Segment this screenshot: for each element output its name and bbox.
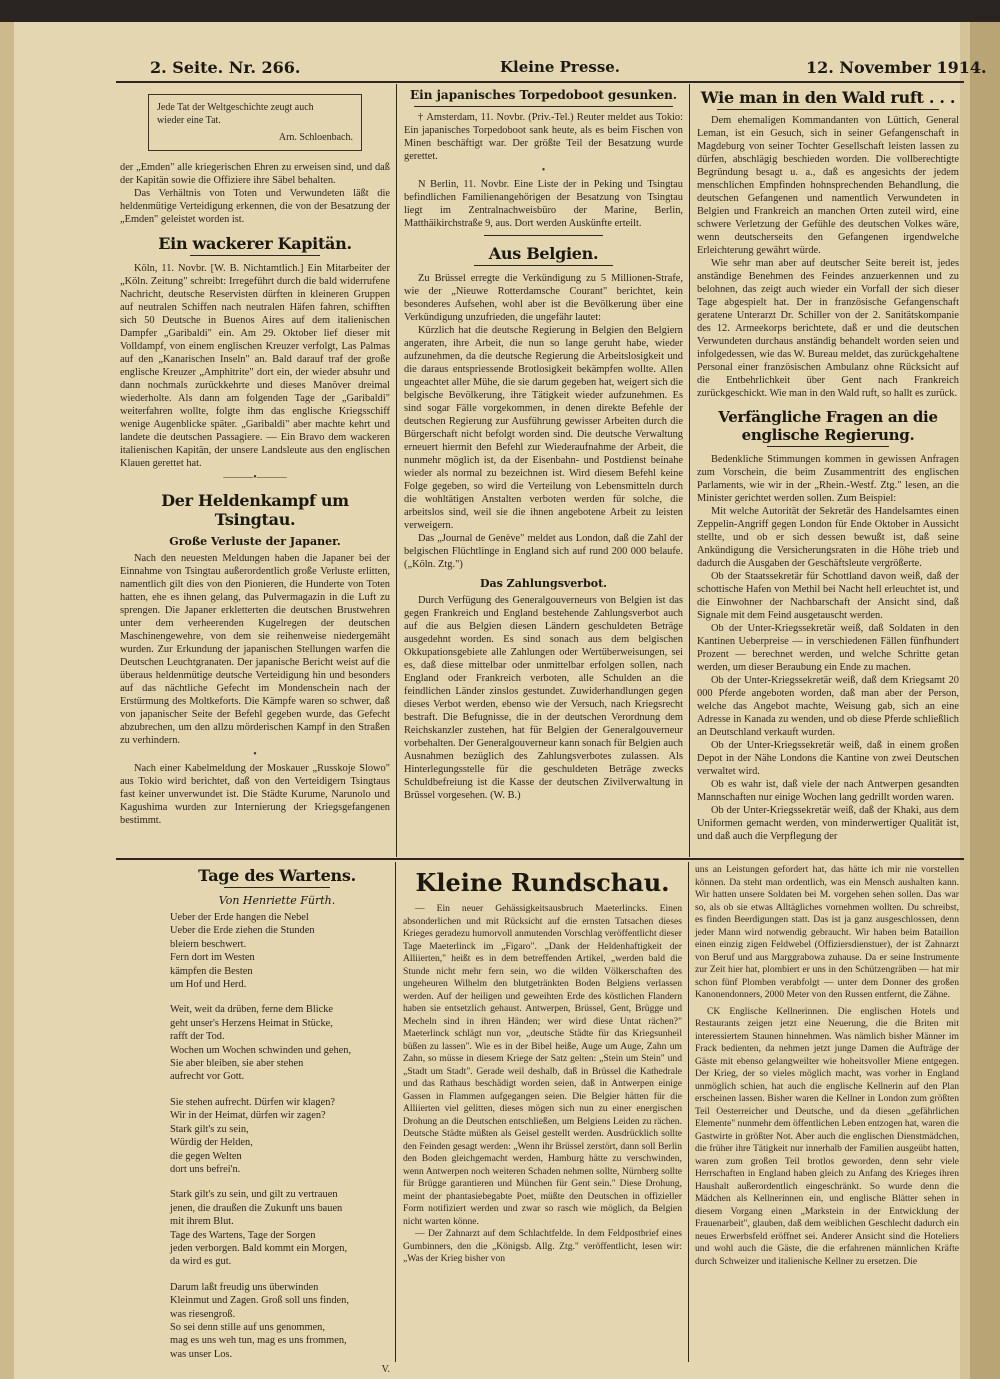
poem-line: Wochen um Wochen schwinden und gehen, [170, 1044, 352, 1056]
article-text: der „Emden" alle kriegerischen Ehren zu erweisen sind, und daß der Kapitän sowie die Offiziere ihre Säbel behalten. [120, 162, 390, 186]
headline-underline [767, 446, 889, 447]
article-text: Bedenkliche Stimmungen kommen in gewissen Anfragen zum Vorschein, die beim Zusammentritt des englischen Parlaments, wie wir in der „Rhein.-Westf. Ztg." lesen, an die Minister gerichtet werden sollen. Zum Beispiel: [697, 454, 959, 504]
headline-tsingtau: Der Heldenkampf um Tsingtau. [161, 491, 349, 529]
article-text: Ob es wahr ist, daß viele der nach Antwerpen gesandten Mannschaften nur einige Wochen lang gedrillt worden waren. [697, 779, 959, 803]
poem-line: was unser Los. [170, 1348, 233, 1360]
rundschau-column [403, 864, 682, 1350]
headline-fragen: Verfängliche Fragen an die englische Regierung. [718, 408, 938, 444]
section-ornament: • [541, 165, 546, 176]
poem-line: aufrecht vor Gott. [170, 1071, 245, 1083]
poem-line: um Hof und Herd. [170, 979, 247, 991]
section-ornament: ———•——— [223, 472, 287, 483]
poem-line: Sie aber bleiben, sie aber stehen [170, 1058, 304, 1070]
article-text: Mit welche Autorität der Sekretär des Handelsamtes einen Zeppelin-Angriff gegen London für Ende Oktober in Aussicht stellte, und ob er sich dessen bewußt ist, daß seine Ankündigung die Versicherungsraten in die Höhe trieb und dadurch die Ausgaben der Geschäftsleute vergrößerte. [697, 506, 959, 569]
article-text: Das „Journal de Genève" meldet aus London, daß die Zahl der belgischen Flüchtlinge in England sich auf rund 200 000 belaufe. („Köln. Ztg.") [404, 533, 683, 570]
article-text: Nach einer Kabelmeldung der Moskauer „Russkoje Slowo" aus Tokio wird berichtet, daß von den Verteidigern Tsingtaus fast keiner unverwundet ist. Die Städte Kurume, Narunolo und Kagushima wurden zur Internierung der Kriegsgefangenen bestimmt. [120, 763, 390, 826]
page-left-edge [0, 22, 14, 1379]
article-text: CK Englische Kellnerinnen. Die englischen Hotels und Restaurants zeigen jetzt eine Neuerung, die die Briten mit interessiertem Staunen hinnehmen. Was nämlich bisher Männer im Frack bedienten, da nehmen jetzt junge Damen die Aufträge der Gäste mit ebenso gelangweilter wie hoheitsvoller Miene entgegen. Der Krieg, der so vieles möglich macht, was vorher in England unmöglich schien, hat auch die englische Kellnerin auf den Plan erscheinen lassen. Bisher waren die Kellner in London zum größten Teil Oesterreicher und Deutsche, und da diesen „gefährlichen Elemente" nunmehr dem öffentlichen Leben entzogen hat, waren die Gastwirte in größter Not. Aber auch die englischen Dienstmädchen, die früher ihre Tätigkeit nur innerhalb der Familien ausgeübt hatten, waren zum großen Teil brotlos geworden, denn sehr viele Herrschaften in England haben gleich zu Anfang des Krieges ihren Haushalt außerordentlich eingeschränkt. So wurde denn die Mädchen als Kellnerinnen ein, und englische Blätter sehen in diesem Vorgang einen „Markstein in der Entwicklung der Frauenarbeit", glauben, daß dem weiblichen Geschlecht dadurch ein neues Erwerbsfeld eröffnet sei. Anderer Ansicht sind die Hoteliers und wohl auch die Gäste, die die erfahrenen männlichen Kräfte durch Schweizer und italienische Kellner zu ersetzen. Die [695, 1005, 959, 1267]
poem-line: geht unser's Herzens Heimat in Stücke, [170, 1017, 333, 1029]
column-divider-1 [396, 84, 397, 857]
page-fold [960, 22, 970, 1379]
poem-line: dort uns befrei'n. [170, 1163, 241, 1175]
article-text: Ob der Unter-Kriegssekretär weiß, daß der Khaki, aus dem Uniformen gemacht werden, von minderwertiger Qualität ist, und daß auch die Verpflegung der [697, 805, 959, 842]
motto-author: Arn. Schloenbach. [278, 132, 353, 143]
article-text: — Der Zahnarzt auf dem Schlachtfelde. In dem Feldpostbrief eines Gumbinners, den die „Königsb. Allg. Ztg." veröffentlicht, lesen wir: „Was der Krieg bisher von [403, 1228, 682, 1264]
poem-line: Kleinmut und Zagen. Groß soll uns finden, [170, 1295, 349, 1307]
headline-wald: Wie man in den Wald ruft . . . [700, 88, 956, 107]
poem-line: da wird es gut. [170, 1256, 232, 1268]
poem-line: Ueber die Erde ziehen die Stunden [170, 925, 315, 937]
poem-author: Von Henriette Fürth. [218, 894, 336, 907]
motto-line: Jede Tat der Weltgeschichte zeugt auch [157, 102, 314, 113]
column-3 [697, 86, 959, 855]
column-1 [120, 90, 390, 855]
poem-line: So sei denn stille auf uns genommen, [170, 1321, 325, 1333]
headline-underline [224, 887, 330, 888]
headline-kapitaen: Ein wackerer Kapitän. [158, 234, 352, 253]
subheadline: Das Zahlungsverbot. [479, 577, 608, 590]
poem-line: Ueber der Erde hangen die Nebel [170, 912, 309, 923]
article-text: Kürzlich hat die deutsche Regierung in Belgien den Belgiern angeraten, ihre Arbeit, die nun so lange geruht habe, wieder aufzunehmen, da die deutsche Regierung die Arbeitslosigkeit und die daraus entspriessende Brotlosigkeit bekämpfen wollte. Allen ungeachtet aller Mühe, die sie darum gegeben hat, weigert sich die belgische Bevölkerung, ihre Tätigkeit wieder aufzunehmen. Es sind sogar Fälle vorgekommen, in denen direkte Befehle der deutschen Regierung zur Ausführung gewisser Arbeiten durch die Bürgerschaft nicht befolgt worden sind. Die deutsche Verwaltung erneuert hiermit den Befehl zur Wiederaufnahme der Arbeit, die nunmehr möglich ist, da der Eisenbahn- und Postdienst beinahe wieder als normal zu bezeichnen ist. Wird diesem Befehl keine Folge gegeben, so wird die Verteilung von Lebensmitteln durch die wohltätigen Anstalten verboten werden für solche, die arbeitslos sind, weil sie die ihnen angebotene Arbeit zu leisten verweigern. [404, 325, 683, 531]
header-rule [116, 81, 964, 83]
article-text: Dem ehemaligen Kommandanten von Lüttich, General Leman, ist ein Gesuch, sich in seiner Gefangenschaft in Magdeburg von seiner Tochter Gesellschaft leisten lassen zu dürfen, abschlägig beschieden worden. Die vollberechtigte Begründung besagt u. a., daß es angesichts der jedem menschlichen Empfinden hohnsprechenden Behandlung, die deutschen Gefangenen und namentlich Verwundeten in Belgien und Frankreich an manchen Orten zuteil wird, eine schwere Verletzung der Gefühle des deutschen Volkes wäre, wenn deutscherseits den Gefangenen irgendwelche Erleichterung gewährt würde. [697, 115, 959, 256]
poem-signature: V. [381, 1364, 390, 1376]
headline-belgien: Aus Belgien. [488, 244, 599, 263]
headline-torpedoboot: Ein japanisches Torpedoboot gesunken. [409, 88, 678, 102]
article-text: Ob der Staatssekretär für Schottland davon weiß, daß der schottische Hafen von Methil bei Nacht hell erleuchtet ist, und die Einwohner der Nachbarschaft der Ansicht sind, daß Signale mit dem Feind ausgetauscht werden. [697, 571, 959, 621]
poem-line: Stark gilt's zu sein, und gilt zu vertrauen [170, 1189, 338, 1201]
poem-line: bleiern beschwert. [170, 938, 247, 950]
headline-underline [190, 255, 320, 256]
poem-line: kämpfen die Besten [170, 965, 253, 977]
poem-line: jeden verborgen. Bald kommt ein Morgen, [170, 1242, 348, 1254]
rundschau-title: Kleine Rundschau. [415, 868, 670, 897]
article-text: Ob der Unter-Kriegssekretär weiß, daß in einem großen Depot in der Nähe Londons die Kantine von zwei Deutschen verwaltet wird. [697, 740, 959, 777]
poem-line: mag es uns weh tun, mag es uns frommen, [170, 1335, 347, 1347]
article-text: Ob der Unter-Kriegssekretär weiß, daß Soldaten in den Kantinen Ueberpreise — in verschiedenen Fällen fünfhundert Prozent — berechnet werden, und welche Schritte getan werden, um dieser Beraubung ein Ende zu machen. [697, 623, 959, 673]
poem-line: die gegen Welten [170, 1150, 242, 1162]
page-number: 2. Seite. Nr. 266. [150, 58, 301, 77]
article-text: Wie sehr man aber auf deutscher Seite bereit ist, jedes anständige Benehmen des Feindes anzuerkennen und zu belohnen, das zeigt auch wieder ein Vorfall der sich dieser Tage abgespielt hat. Der in französische Gefangenschaft geratene Unterarzt Dr. Schiller von der 2. Sanitätskompanie des 12. Armeekorps berichtete, daß er und die deutschen Verwundeten durchaus anständig behandelt worden seien und infolgedessen, wie das W. Bureau meldet, das zurückgehaltene Personal einer französischen Ambulanz ohne Rücksicht auf die Entbehrlichkeit über Gent nach Frankreich zurückgeschickt. Wie man in den Wald ruft, so hallt es zurück. [697, 258, 959, 399]
column-divider-2 [689, 84, 690, 857]
poem-line: Darum laßt freudig uns überwinden [170, 1281, 319, 1293]
issue-date: 12. November 1914. [806, 58, 987, 77]
column-divider-4 [688, 862, 689, 1362]
poem-line: rafft der Tod. [170, 1031, 225, 1043]
column-4 [695, 864, 959, 1350]
article-text: Ob der Unter-Kriegssekretär weiß, daß dem Kriegsamt 20 000 Pferde angeboten worden, daß man aber der Person, welche das Angebot machte, Weisung gab, sich an eine Adresse in Kanada zu wenden, und ob diese Pferde schließlich an Deutschland verkauft wurden. [697, 675, 959, 738]
headline-underline [414, 106, 673, 107]
poem-body [164, 911, 390, 1377]
article-text: † Amsterdam, 11. Novbr. (Priv.-Tel.) Reuter meldet aus Tokio: Ein japanisches Torpedoboot sank heute, als es beim Fischen von Minen beschäftigt war. Der größte Teil der Besatzung wurde gerettet. [404, 112, 683, 162]
motto-line: wieder eine Tat. [157, 115, 221, 126]
article-text: Durch Verfügung des Generalgouverneurs von Belgien ist das gegen Frankreich und England bestehende Zahlungsverbot auch auf die aus Belgien diesen Ländern geschuldeten Beträge ausgedehnt worden. Es sind sonach aus dem belgischen Okkupationsgebiete alle Zahlungen oder Wertüberweisungen, sei es, daß diese mittelbar oder unmittelbar erfolgen sollen, nach England oder Frankreich verboten, alle Schulden an die feindlichen Länder zinslos gestundet. Zuwiderhandlungen gegen dieses Verbot werden, ebenso wie der Versuch, nach Kriegsrecht bestraft. Die Befugnisse, die in der deutschen Verordnung dem Reichskanzler zustehen, hat für Belgien der Generalgouverneur vorbehalten. Der Generalgouverneur kann sonach für Belgien auch Ausnahmen bezüglich des Zahlungsverbotes zulassen. Als Hinterlegungsstelle für die geschuldeten Beträge zwecks Schuldbefreiung ist die Kasse der deutschen Zivilverwaltung in Brüssel vorgesehen. (W. B.) [404, 595, 683, 801]
section-rule [116, 858, 964, 860]
article-text: Nach den neuesten Meldungen haben die Japaner bei der Einnahme von Tsingtau außerordentlich große Verluste erlitten, namentlich gilt dies von den Pionieren, die Hunderte von Toten hatten, ehe es ihnen gelang, das Pulvermagazin in die Luft zu sprengen. Die Japaner erkletterten die deutschen Brustwehren unter dem verheerenden Kugelregen der deutschen Maschinengewehre, von dem sie reihenweise niedergemäht wurden. Zur Erkundung der japanischen Stellungen warfen die Deutschen Leuchtgranaten. Der japanische Bericht weist auf die überaus heldenmütige deutsche Verteidigung hin und besonders auf das nächtliche Gefecht im Mondenschein nach der Erstürmung des Moltkeforts. Die Kämpfe waren so schwer, daß von japanischer Seite der Befehl gegeben wurde, das Gefecht abzubrechen, um den allzu mörderischen Kampf in den Straßen zu verhindern. [120, 553, 390, 746]
page-right-edge [970, 22, 1000, 1379]
poem-line: Weit, weit da drüben, ferne dem Blicke [170, 1004, 334, 1016]
poem-line: was riesengroß. [170, 1308, 236, 1320]
poem-column [164, 866, 390, 1376]
article-text: Köln, 11. Novbr. [W. B. Nichtamtlich.] Ein Mitarbeiter der „Köln. Zeitung" schreibt: Irregeführt durch die bald widerrufene Nachricht, deutsche Reservisten dürften in kleineren Gruppen auf neutralen Schiffen nach neutralen Häfen fahren, schifften sich 50 Deutsche in Buenos Aires auf dem italienischen Dampfer „Garibaldi" ein. Am 29. Oktober lief dieser mit Volldampf, von einem englischen Kreuzer verfolgt, Las Palmas auf den „Kanarischen Inseln" an. Bald darauf traf der große englische Kreuzer „Amphitrite" dort ein, der wieder absuhr und dann nochmals zurückkehrte und dieses Manöver dreimal wiederholte. Als dann am folgenden Tage der „Garibaldi" weiterfahren wollte, folgte ihm das englische Kriegsschiff wenige Augenblicke später. „Garibaldi" aber machte kehrt und landete die deutschen Passagiere. — Ein Bravo dem wackeren italienischen Kapitän, der unsere Landsleute aus den englischen Klauen gerettet hat. [120, 263, 390, 469]
motto-box [148, 94, 362, 151]
poem-line: jenen, die draußen die Zukunft uns bauen [170, 1202, 343, 1214]
poem-title: Tage des Wartens. [198, 866, 356, 885]
article-text: uns an Leistungen gefordert hat, das hätte ich mir nie vorstellen können. Da steht man ordentlich, was ein Mensch aushalten kann. Wir hatten unsere Soldaten bei M. vorgehen sehen sollen. Das war so, als ob sie etwas Alltägliches vornehmen wollten. Du schreibst, es finden Beerdigungen statt. Das ist ja ganz ausgeschlossen, denn jeder Mann wird notwendig gebraucht. Wir haben beim Bataillon einen einzig zigen Feldwebel (Offiziersdienstuer), der ist Zahnarzt von Beruf und aus Marggrabowa zuhause. Da er seine Instrumente zur Zeit hier hat, plombiert er uns in den Schützengräben — hat mir schon fünf Plomben verabfolgt — unter dem Donner des großen Kanonendonners, 2000 Meter von den Russen entfernt, die Zähne. [695, 864, 959, 1000]
article-text: N Berlin, 11. Novbr. Eine Liste der in Peking und Tsingtau befindlichen Familienangehörigen der Besatzung von Tsingtau liegt im Zentralnachweisbüro der Marine, Berlin, Matthäikirchstraße 9, aus. Dort werden Auskünfte erteilt. [404, 179, 683, 229]
poem-line: Würdig der Helden, [170, 1137, 253, 1149]
masthead-title: Kleine Presse. [500, 58, 621, 76]
article-text: Zu Brüssel erregte die Verkündigung zu 5 Millionen-Strafe, wie der „Nieuwe Rotterdamsche Courant" berichtet, kein besonderes Aufsehen, wohl aber ist die Bevölkerung über eine Verkündigung unzufrieden, die ungefähr lautet: [404, 273, 683, 323]
headline-underline [474, 265, 613, 266]
subheadline: Große Verluste der Japaner. [169, 535, 341, 548]
article-text: Das Verhältnis von Toten und Verwundeten läßt die heldenmütige Verteidigung erkennen, die von der Besatzung der „Emden" geleistet worden ist. [120, 188, 390, 225]
poem-line: Sie stehen aufrecht. Dürfen wir klagen? [170, 1096, 336, 1108]
poem-line: Fern dort im Westen [170, 952, 255, 964]
poem-line: Stark gilt's zu sein, [170, 1123, 249, 1135]
poem-line: Tage des Wartens, Tage der Sorgen [170, 1229, 316, 1241]
column-divider-3 [395, 862, 396, 1362]
column-2 [404, 86, 683, 855]
section-ornament: • [253, 749, 257, 760]
poem-line: Wir in der Heimat, dürfen wir zagen? [170, 1110, 326, 1122]
article-text: — Ein neuer Gehässigkeitsausbruch Maeterlincks. Einen absonderlichen und mit Rücksicht auf die ernsten Tatsachen dieses Krieges geradezu humorvoll anmutenden Vorschlag veröffentlicht dieser Tage Maeterlinck im „Figaro". „Dank der Heldenhaftigkeit der Alliierten," heißt es in dem betreffenden Artikel, „werden bald die Stunde nicht mehr fern sein, wo die wilden Völkerschaften des ungeheuren Wilhelm den blutgetränkten Boden Belgiens verlassen werden. Auf der heiligen und geweihten Erde des köstlichen Flandern haben sie entsetzlich gehaust. Antwerpen, Brüssel, Gent, Brügge und Mecheln sind in ihren Händen; wer wird diese Untat rächen?" Maeterlinck schlägt nun vor, „deutsche Städte für das Kriegsunheil büßen zu lassen". Wie es in der Bibel heiße, Auge um Auge, Zahn um Zahn, so müsse in diesem Kriege der Satz gelten: „Stein um Stein" und „Stadt um Stadt". Gerade weil deshalb, daß in Brüssel die Kathedrale und das Rathaus beschädigt worden seien, daß in Antwerpen einige Gassen in Flammen aufgegangen seien. Die Belgier hätten für die Alliierten viel gelitten, dieses mögen sich nun zu einer energischen Drohung an die Deutschen entschließen, um Belgiens Leiden zu rächen. Deutsche Städte müßten als Geisel gestellt werden. Ausdrücklich sollte den Feinden gesagt werden: „Wenn ihr Brüssel zerstört, dann soll Berlin den Boden gleichgemacht werden, Hamburg hätte zu verschwinden, wenn Antwerpen noch weiteren Schaden nehmen sollte, Nürnberg sollte für Brügge garantieren und München für Gent sein." Diese Drohung, meint der phantasiebegabte Poet, müßte den Deutschen in offizieller Form notifiziert werden und zwar so rasch wie möglich, da Belgien nicht warten könne. [403, 903, 682, 1227]
short-rule [484, 235, 603, 236]
headline-underline [717, 109, 939, 110]
poem-line: mit ihrem Blut. [170, 1216, 234, 1228]
